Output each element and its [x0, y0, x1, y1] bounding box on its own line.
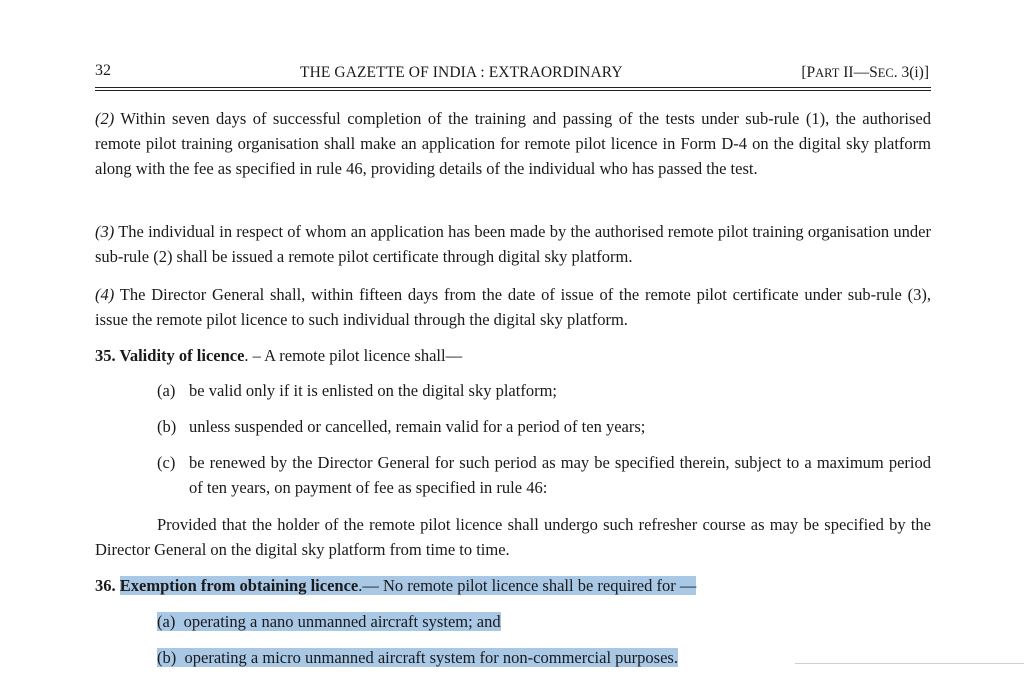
highlighted-text[interactable]: (a) operating a nano unmanned aircraft system; and — [157, 612, 501, 631]
section-36-item-a[interactable] — [157, 609, 931, 634]
header-rule-top — [95, 87, 931, 88]
section-35-heading: 35. Validity of licence. – A remote pilot licence shall— — [95, 346, 463, 365]
paragraph-sub-rule-4: (4) The Director General shall, within fifteen days from the date of issue of the remote pilot certificate under sub-rule (3), issue the remote pilot licence to such individual through the digital sky platform. — [95, 285, 931, 329]
paragraph-sub-rule-3: (3) The individual in respect of whom an application has been made by the authorised remote pilot training organisation under sub-rule (2) shall be issued a remote pilot certificate through digital sky platform. — [95, 222, 931, 266]
header-rule-bottom — [95, 90, 931, 91]
part-section-label: [PART II—SEC. 3(i)] — [801, 64, 929, 81]
paragraph-sub-rule-2: (2) Within seven days of successful completion of the training and passing of the tests under sub-rule (1), the authorised remote pilot training organisation shall make an application for remote pilot licence in Form D-4 on the digital sky platform along with the fee as specified in rule 46, providing details of the individual who has passed the test. — [95, 109, 931, 178]
section-36-heading[interactable]: 36. Exemption from obtaining licence.— No remote pilot licence shall be required for — — [95, 576, 697, 595]
section-35-proviso: Provided that the holder of the remote pilot licence shall undergo such refresher course as may be specified by the Director General on the digital sky platform from time to time. — [95, 515, 931, 559]
highlighted-text[interactable]: (b) operating a micro unmanned aircraft system for non-commercial purposes. — [157, 648, 678, 667]
page-number: 32 — [95, 62, 111, 79]
page-bottom-edge — [795, 663, 1024, 664]
section-36-item-b[interactable] — [157, 645, 931, 670]
page-header — [95, 62, 931, 86]
gazette-title: THE GAZETTE OF INDIA : EXTRAORDINARY — [300, 64, 623, 81]
